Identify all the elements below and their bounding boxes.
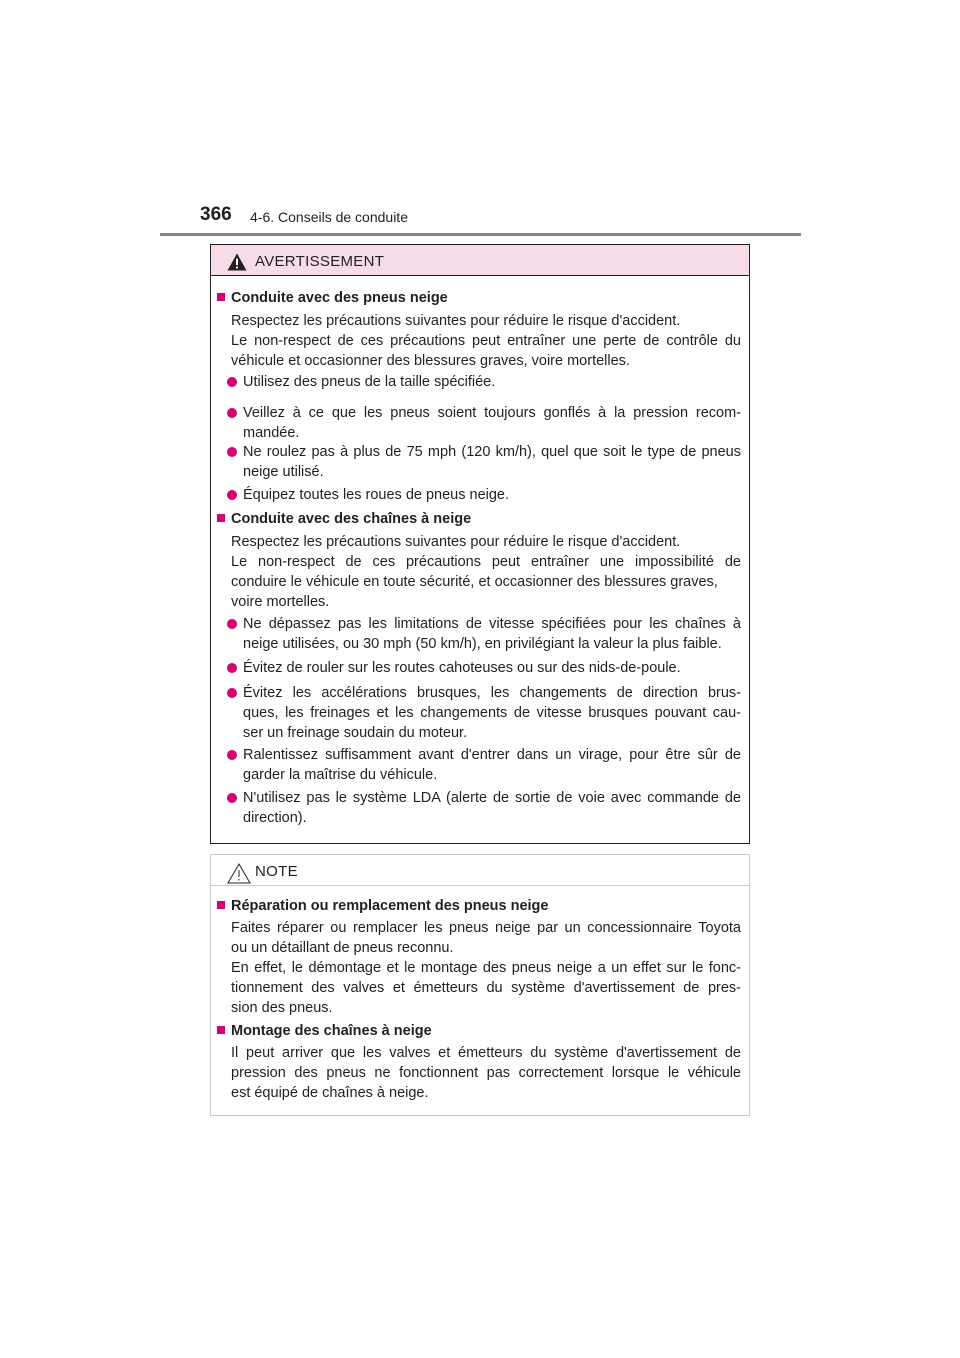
warning-triangle-icon bbox=[227, 253, 247, 271]
list-item-text: neige utilisées, ou 30 mph (50 km/h), en privilégiant la valeur la plus faible. bbox=[243, 636, 722, 652]
circle-bullet-icon bbox=[227, 663, 237, 673]
section-heading bbox=[217, 1021, 741, 1041]
paragraph-line: ou un détaillant de pneus reconnu. bbox=[231, 940, 454, 956]
list-item-text: mandée. bbox=[243, 425, 300, 441]
list-item-text: Ralentissez suffisamment avant d'entrer dans un virage, pour être sûr de bbox=[243, 747, 741, 763]
section-heading-text: Conduite avec des pneus neige bbox=[231, 290, 448, 306]
square-bullet-icon bbox=[217, 901, 225, 909]
square-bullet-icon bbox=[217, 293, 225, 301]
list-item-text: Évitez de rouler sur les routes cahoteuses ou sur des nids-de-poule. bbox=[243, 660, 681, 676]
note-title: NOTE bbox=[255, 863, 298, 880]
list-item-text: Ne roulez pas à plus de 75 mph (120 km/h), quel que soit le type de pneus bbox=[243, 444, 741, 460]
square-bullet-icon bbox=[217, 1026, 225, 1034]
paragraph-line: Le non-respect de ces précautions peut entraîner une perte de contrôle du bbox=[231, 333, 741, 349]
circle-bullet-icon bbox=[227, 750, 237, 760]
list-item-text: ques, les freinages et les changements de vitesse brusques pouvant cau- bbox=[243, 705, 741, 721]
circle-bullet-icon bbox=[227, 408, 237, 418]
list-item-text: direction). bbox=[243, 810, 307, 826]
circle-bullet-icon bbox=[227, 619, 237, 629]
warning-box bbox=[210, 244, 750, 844]
section-heading bbox=[217, 509, 741, 529]
paragraph-line: pression des pneus ne fonctionnent pas correctement lorsque le véhicule bbox=[231, 1065, 741, 1081]
paragraph-line: En effet, le démontage et le montage des pneus neige a un effet sur le fonc- bbox=[231, 960, 741, 976]
list-item-text: Évitez les accélérations brusques, les changements de direction brus- bbox=[243, 685, 741, 701]
section-heading-text: Conduite avec des chaînes à neige bbox=[231, 511, 472, 527]
paragraph-line: Respectez les précautions suivantes pour réduire le risque d'accident. bbox=[231, 534, 681, 550]
page-number: 366 bbox=[200, 204, 232, 225]
header-rule bbox=[160, 233, 801, 236]
list-item-text: neige utilisé. bbox=[243, 464, 324, 480]
list-item-text: garder la maîtrise du véhicule. bbox=[243, 767, 438, 783]
list-item-text: Utilisez des pneus de la taille spécifiée. bbox=[243, 374, 496, 390]
section-heading-text: Montage des chaînes à neige bbox=[231, 1023, 432, 1039]
section-heading-text: Réparation ou remplacement des pneus neige bbox=[231, 898, 549, 914]
circle-bullet-icon bbox=[227, 688, 237, 698]
circle-bullet-icon bbox=[227, 490, 237, 500]
caution-outline-icon bbox=[227, 863, 251, 884]
circle-bullet-icon bbox=[227, 447, 237, 457]
paragraph-line: Respectez les précautions suivantes pour réduire le risque d'accident. bbox=[231, 313, 681, 329]
note-header bbox=[211, 855, 749, 886]
list-item-text: ser un freinage soudain du moteur. bbox=[243, 725, 468, 741]
circle-bullet-icon bbox=[227, 793, 237, 803]
paragraph-line: Faites réparer ou remplacer les pneus neige par un concessionnaire Toyota bbox=[231, 920, 741, 936]
section-heading bbox=[217, 288, 741, 308]
note-box bbox=[210, 854, 750, 1116]
list-item-text: Veillez à ce que les pneus soient toujours gonflés à la pression recom- bbox=[243, 405, 741, 421]
paragraph-line: est équipé de chaînes à neige. bbox=[231, 1085, 429, 1101]
paragraph-line: tionnement des valves et émetteurs du système d'avertissement de pres- bbox=[231, 980, 741, 996]
list-item-text: N'utilisez pas le système LDA (alerte de sortie de voie avec commande de bbox=[243, 790, 741, 806]
paragraph-line: conduire le véhicule en toute sécurité, et occasionner des blessures graves, bbox=[231, 574, 718, 590]
circle-bullet-icon bbox=[227, 377, 237, 387]
warning-title: AVERTISSEMENT bbox=[255, 253, 385, 270]
paragraph-line: Le non-respect de ces précautions peut entraîner une impossibilité de bbox=[231, 554, 741, 570]
paragraph-line: sion des pneus. bbox=[231, 1000, 333, 1016]
section-heading bbox=[217, 896, 741, 916]
paragraph-line: voire mortelles. bbox=[231, 594, 330, 610]
square-bullet-icon bbox=[217, 514, 225, 522]
warning-header bbox=[211, 245, 749, 276]
paragraph-line: véhicule et occasionner des blessures graves, voire mortelles. bbox=[231, 353, 630, 369]
paragraph-line: Il peut arriver que les valves et émetteurs du système d'avertissement de bbox=[231, 1045, 741, 1061]
list-item-text: Équipez toutes les roues de pneus neige. bbox=[243, 487, 510, 503]
section-title: 4-6. Conseils de conduite bbox=[250, 209, 408, 225]
list-item-text: Ne dépassez pas les limitations de vitesse spécifiées pour les chaînes à bbox=[243, 616, 741, 632]
